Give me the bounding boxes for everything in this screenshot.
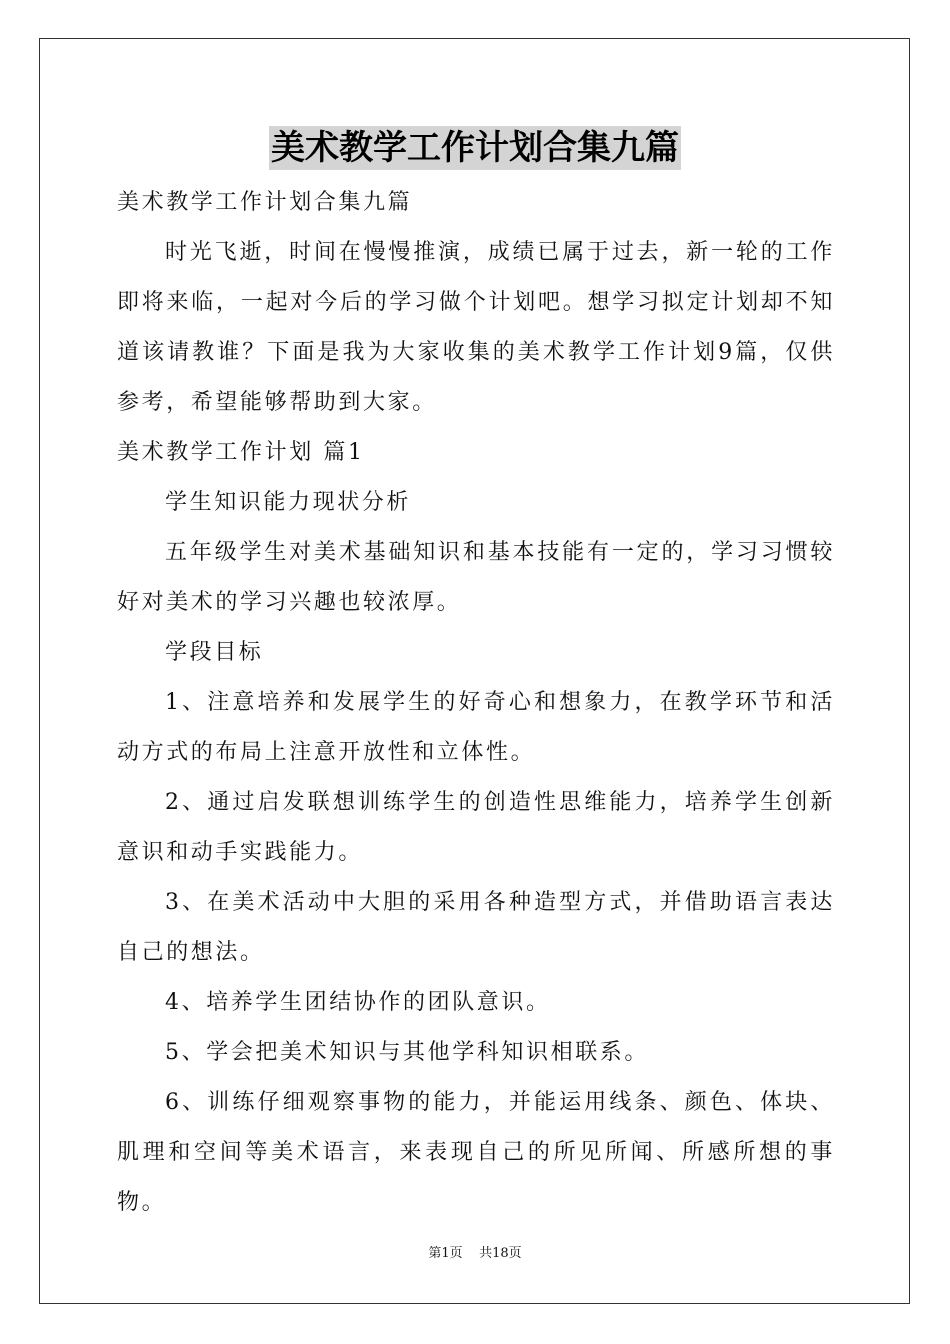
paragraph: 6、训练仔细观察事物的能力，并能运用线条、颜色、体块、肌理和空间等美术语言，来表现自己的所见所闻、所感所想的事物。 bbox=[117, 1090, 835, 1215]
document-body bbox=[117, 178, 835, 1228]
paragraph: 美术教学工作计划合集九篇 bbox=[117, 190, 413, 215]
page-footer bbox=[0, 1245, 950, 1263]
paragraph: 学生知识能力现状分析 bbox=[165, 490, 412, 515]
paragraph: 学段目标 bbox=[165, 640, 264, 665]
document-title: 美术教学工作计划合集九篇 bbox=[271, 128, 679, 168]
paragraph: 3、在美术活动中大胆的采用各种造型方式，并借助语言表达自己的想法。 bbox=[117, 890, 835, 965]
title-container bbox=[0, 126, 950, 170]
page-number: 第1页 bbox=[428, 1246, 463, 1261]
section-heading: 美术教学工作计划 篇1 bbox=[117, 440, 365, 465]
paragraph: 1、注意培养和发展学生的好奇心和想象力，在教学环节和活动方式的布局上注意开放性和立体性。 bbox=[117, 690, 835, 765]
total-pages: 共18页 bbox=[479, 1246, 522, 1261]
paragraph: 5、学会把美术知识与其他学科知识相联系。 bbox=[165, 1040, 649, 1065]
paragraph: 4、培养学生团结协作的团队意识。 bbox=[165, 990, 551, 1015]
paragraph: 五年级学生对美术基础知识和基本技能有一定的，学习习惯较好对美术的学习兴趣也较浓厚。 bbox=[117, 540, 835, 615]
paragraph: 时光飞逝，时间在慢慢推演，成绩已属于过去，新一轮的工作即将来临，一起对今后的学习做个计划吧。想学习拟定计划却不知道该请教谁？下面是我为大家收集的美术教学工作计划9篇，仅供参考，希望能够帮助到大家。 bbox=[117, 240, 835, 415]
paragraph: 2、通过启发联想训练学生的创造性思维能力，培养学生创新意识和动手实践能力。 bbox=[117, 790, 835, 865]
